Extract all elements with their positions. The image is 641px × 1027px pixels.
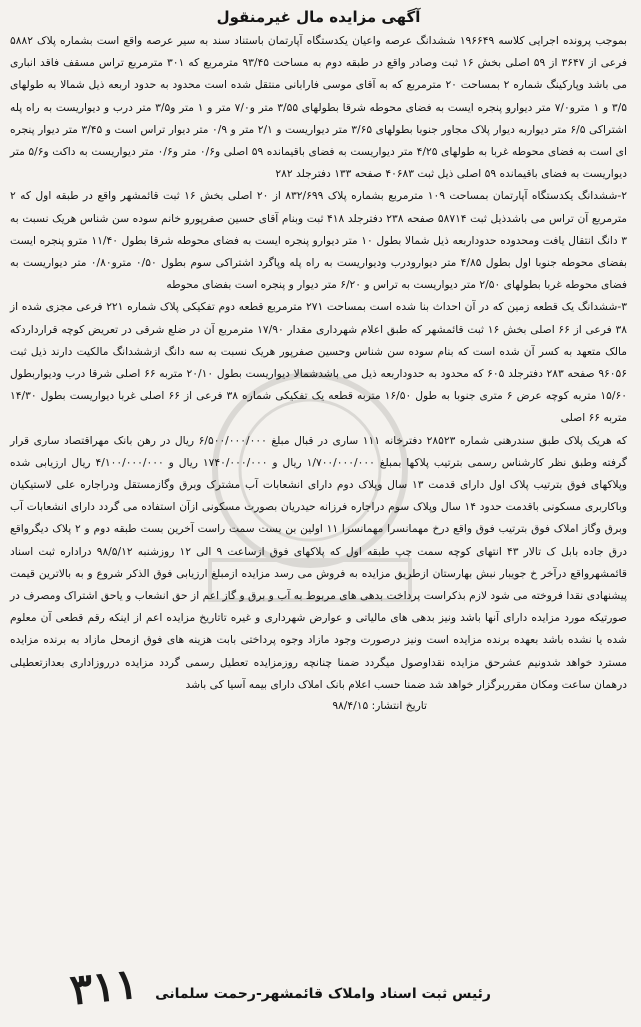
paragraph-3: ۳-ششدانگ یک قطعه زمین که در آن احداث بنا شده است بمساحت ۲۷۱ مترمربع قطعه دوم تفکیکی پلاک شماره ۲۲۱ فرعی مجزی شده از ۳۸ فرعی از ۶۶ اصلی بخش ۱۶ ثبت قائمشهر که طبق اعلام شهرداری مقدار ۱۷/۹۰ مترمربع آن در ضلع شرقی در تعریض کوچه قرارداردکه مالک متعهد به کسر آن شده است که بنام سوده سن شناس وحسین صفرپور هریک نسبت به سه دانگ ازششدانگ مالکیت دارند ذیل ثبت ۹۶۰۵۶ صفحه ۲۸۳ دفترجلد ۶۰۵ که محدود به حدوداربعه ذیل می باشدشمالا دیواریست بطول ۲۰/۱۰ متربه ۶۶ اصلی شرقا درب ودیواربطول ۱۵/۶۰ متربه کوچه عرض ۶ متری جنوبا به طول ۱۶/۵۰ متربه قطعه یک تفکیکی شماره ۳۸ فرعی از ۶۶ اصلی غربا دیواریست بطول ۱۴/۳۰ متربه ۶۶ اصلی — [10, 300, 628, 425]
paragraph-4: که هریک پلاک طبق سندرهنی شماره ۲۸۵۲۳ دفترخانه ۱۱۱ ساری در قبال مبلغ ۶/۵۰۰/۰۰۰/۰۰۰ ریال در رهن بانک مهراقتصاد ساری قرار گرفته وطبق نظر کارشناس رسمی بترتیب پلاکها بمبلغ ۱/۷۰۰/۰۰۰/۰۰۰ ریال و ۱۷۴۰/۰۰۰/۰۰۰ ریال و ۴/۱۰۰/۰۰۰/۰۰۰ ریال ارزیابی شده وپلاکهای فوق بترتیب پلاک اول دارای قدمت ۱۳ سال وپلاک دوم دارای انشعابات آب مشترک وبرق وگازمستقل ودراجاره علی لاستیکیان وباکاربری مسکونی باقدمت حدود ۱۴ سال وپلاک سوم دراجاره فرزانه حیدریان بصورت مسکونی ازآن استفاده می گردد دارای انشعابات آب وبرق وگاز املاک فوق بترتیب فوق واقع درخ مهمانسرا مهمانسرا ۱۱ اولین بن بست سمت راست آخرین بست طبقه دوم و ۲ پلاک دیگرواقع درق جاده بابل ک تالار ۴۳ انتهای کوچه سمت چپ طبقه اول که پلاکهای فوق ازساعت ۹ الی ۱۲ روزشنبه ۹۸/۵/۱۲ دراداره ثبت اسناد قائمشهرواقع درآخر خ جویبار نبش بهارستان ازطریق مزایده به فروش می رسد مزایده ازمبلغ ارزیابی فوق الذکر شروع و به بالاترین قیمت پیشنهادی نقدا فروخته می شود لازم بذکراست پرداخت بدهی های مربوط به آب و برق و گاز اعم از حق انشعاب و یاحق اشتراک ومصرف در صورتیکه مورد مزایده دارای آنها باشد ونیز بدهی های مالیاتی و عوارض شهرداری و غیره تاتاریخ مزایده اعم از اینکه رقم قطعی آن معلوم شده یا نشده باشد بعهده برنده مزایده است ونیز درصورت وجود مازاد وجوه پرداختی بابت هزینه های فوق ازمحل مازاد به برنده مزایده مسترد خواهد شدونیم عشرحق مزایده نقداوصول میگردد ضمنا چنانچه روزمزایده تعطیل رسمی گردد مزایده درروزاداری بعدازتعطیلی درهمان ساعت ومکان مقرربرگزار خواهد شد ضمنا حسب اعلام بانک املاک دارای بیمه آسیا کی باشد — [10, 433, 627, 691]
notice-title: آگهی مزایده مال غیرمنقول — [216, 8, 421, 26]
paragraph-1: بموجب پرونده اجرایی کلاسه ۱۹۶۶۴۹ ششدانگ عرصه واعیان یکدستگاه آپارتمان باستناد سند به سیر عرصه واقع است بشماره پلاک ۵۸۸۲ فرعی از ۳۶۴۷ از ۵۹ اصلی بخش ۱۶ ثبت وصادر واقع در طبقه دوم به مساحت ۹۳/۴۵ مترمربع که ۳۰۱ مترمربع تراس مسقف فاقد انباری می باشد وپارکینگ شماره ۲ بمساحت ۲۰ مترمربع که به آقای موسی فارابانی منتقل شده است محدود به حدود اربعه ذیل شمالا به طولهای ۳/۵ و ۱ مترو۷/۰ متر دیوارو پنجره ایست به فضای محوطه شرقا بطولهای ۳/۵۵ متر و۷/۰ متر و ۱ متر و۳/۵ متر درب و دیواریست به راه پله اشتراکی ۶/۵ متر دیواربه دیوار پلاک مجاور جنوبا بطولهای ۳/۶۵ متر دیواریست و ۲/۱ متر و ۰/۹ متر دیوار تراس است و ۳/۴۵ متر دیوار پنجره ای است به فضای محوطه غربا به طولهای ۴/۲۵ متر دیواریست به فضای باقیمانده ۵۹ اصلی و۰/۶ متر و۰/۶ متر دیواریست به داکت و۵/۶ متر دیواریست به فضای باقیمانده ۵۹ اصلی ذیل ثبت ۴۰۶۸۳ صفحه ۱۳۳ دفترجلد ۲۸۲ — [10, 34, 627, 181]
publish-date: تاریخ انتشار: ۹۸/۴/۱۵ — [332, 699, 427, 713]
notice-body — [10, 30, 627, 696]
signature-line: رئیس ثبت اسناد واملاک قائمشهر-رحمت سلمانی — [155, 986, 491, 1002]
paragraph-2: ۲-ششدانگ یکدستگاه آپارتمان بمساحت ۱۰۹ مترمربع بشماره پلاک ۸۳۲/۶۹۹ از ۲۰ اصلی بخش ۱۶ ثبت قائمشهر واقع در طبقه اول که ۲ مترمربع آن تراس می باشدذیل ثبت ۵۸۷۱۴ صفحه ۲۳۸ دفترجلد ۴۱۸ ثبت وبنام آقای حسین صفرپورو خانم سوده سن شناس هریک نسبت به ۳ دانگ انتقال یافت ومحدوده حدوداربعه ذیل شمالا بطول ۱۰ متر دیوارو پنجره ایست به فضای محوطه شرقا بطول ۱۱/۴۰ مترو پنجره ایست بفضای محوطه جنوبا اول بطول ۴/۸۵ متر دیوارودرب ودیواریست به راه پله وپاگرد اشتراکی سوم بطول ۰/۵۰ مترو۰/۸۰ متر دیواریست به فضای محوطه غربا بطولهای ۲/۵۰ متر دیواریست به تراس و ۶/۲۰ متر دیوار و پنجره است بفضای محوطه — [10, 189, 628, 292]
handwritten-number: ۳۱۱ — [67, 958, 141, 1015]
